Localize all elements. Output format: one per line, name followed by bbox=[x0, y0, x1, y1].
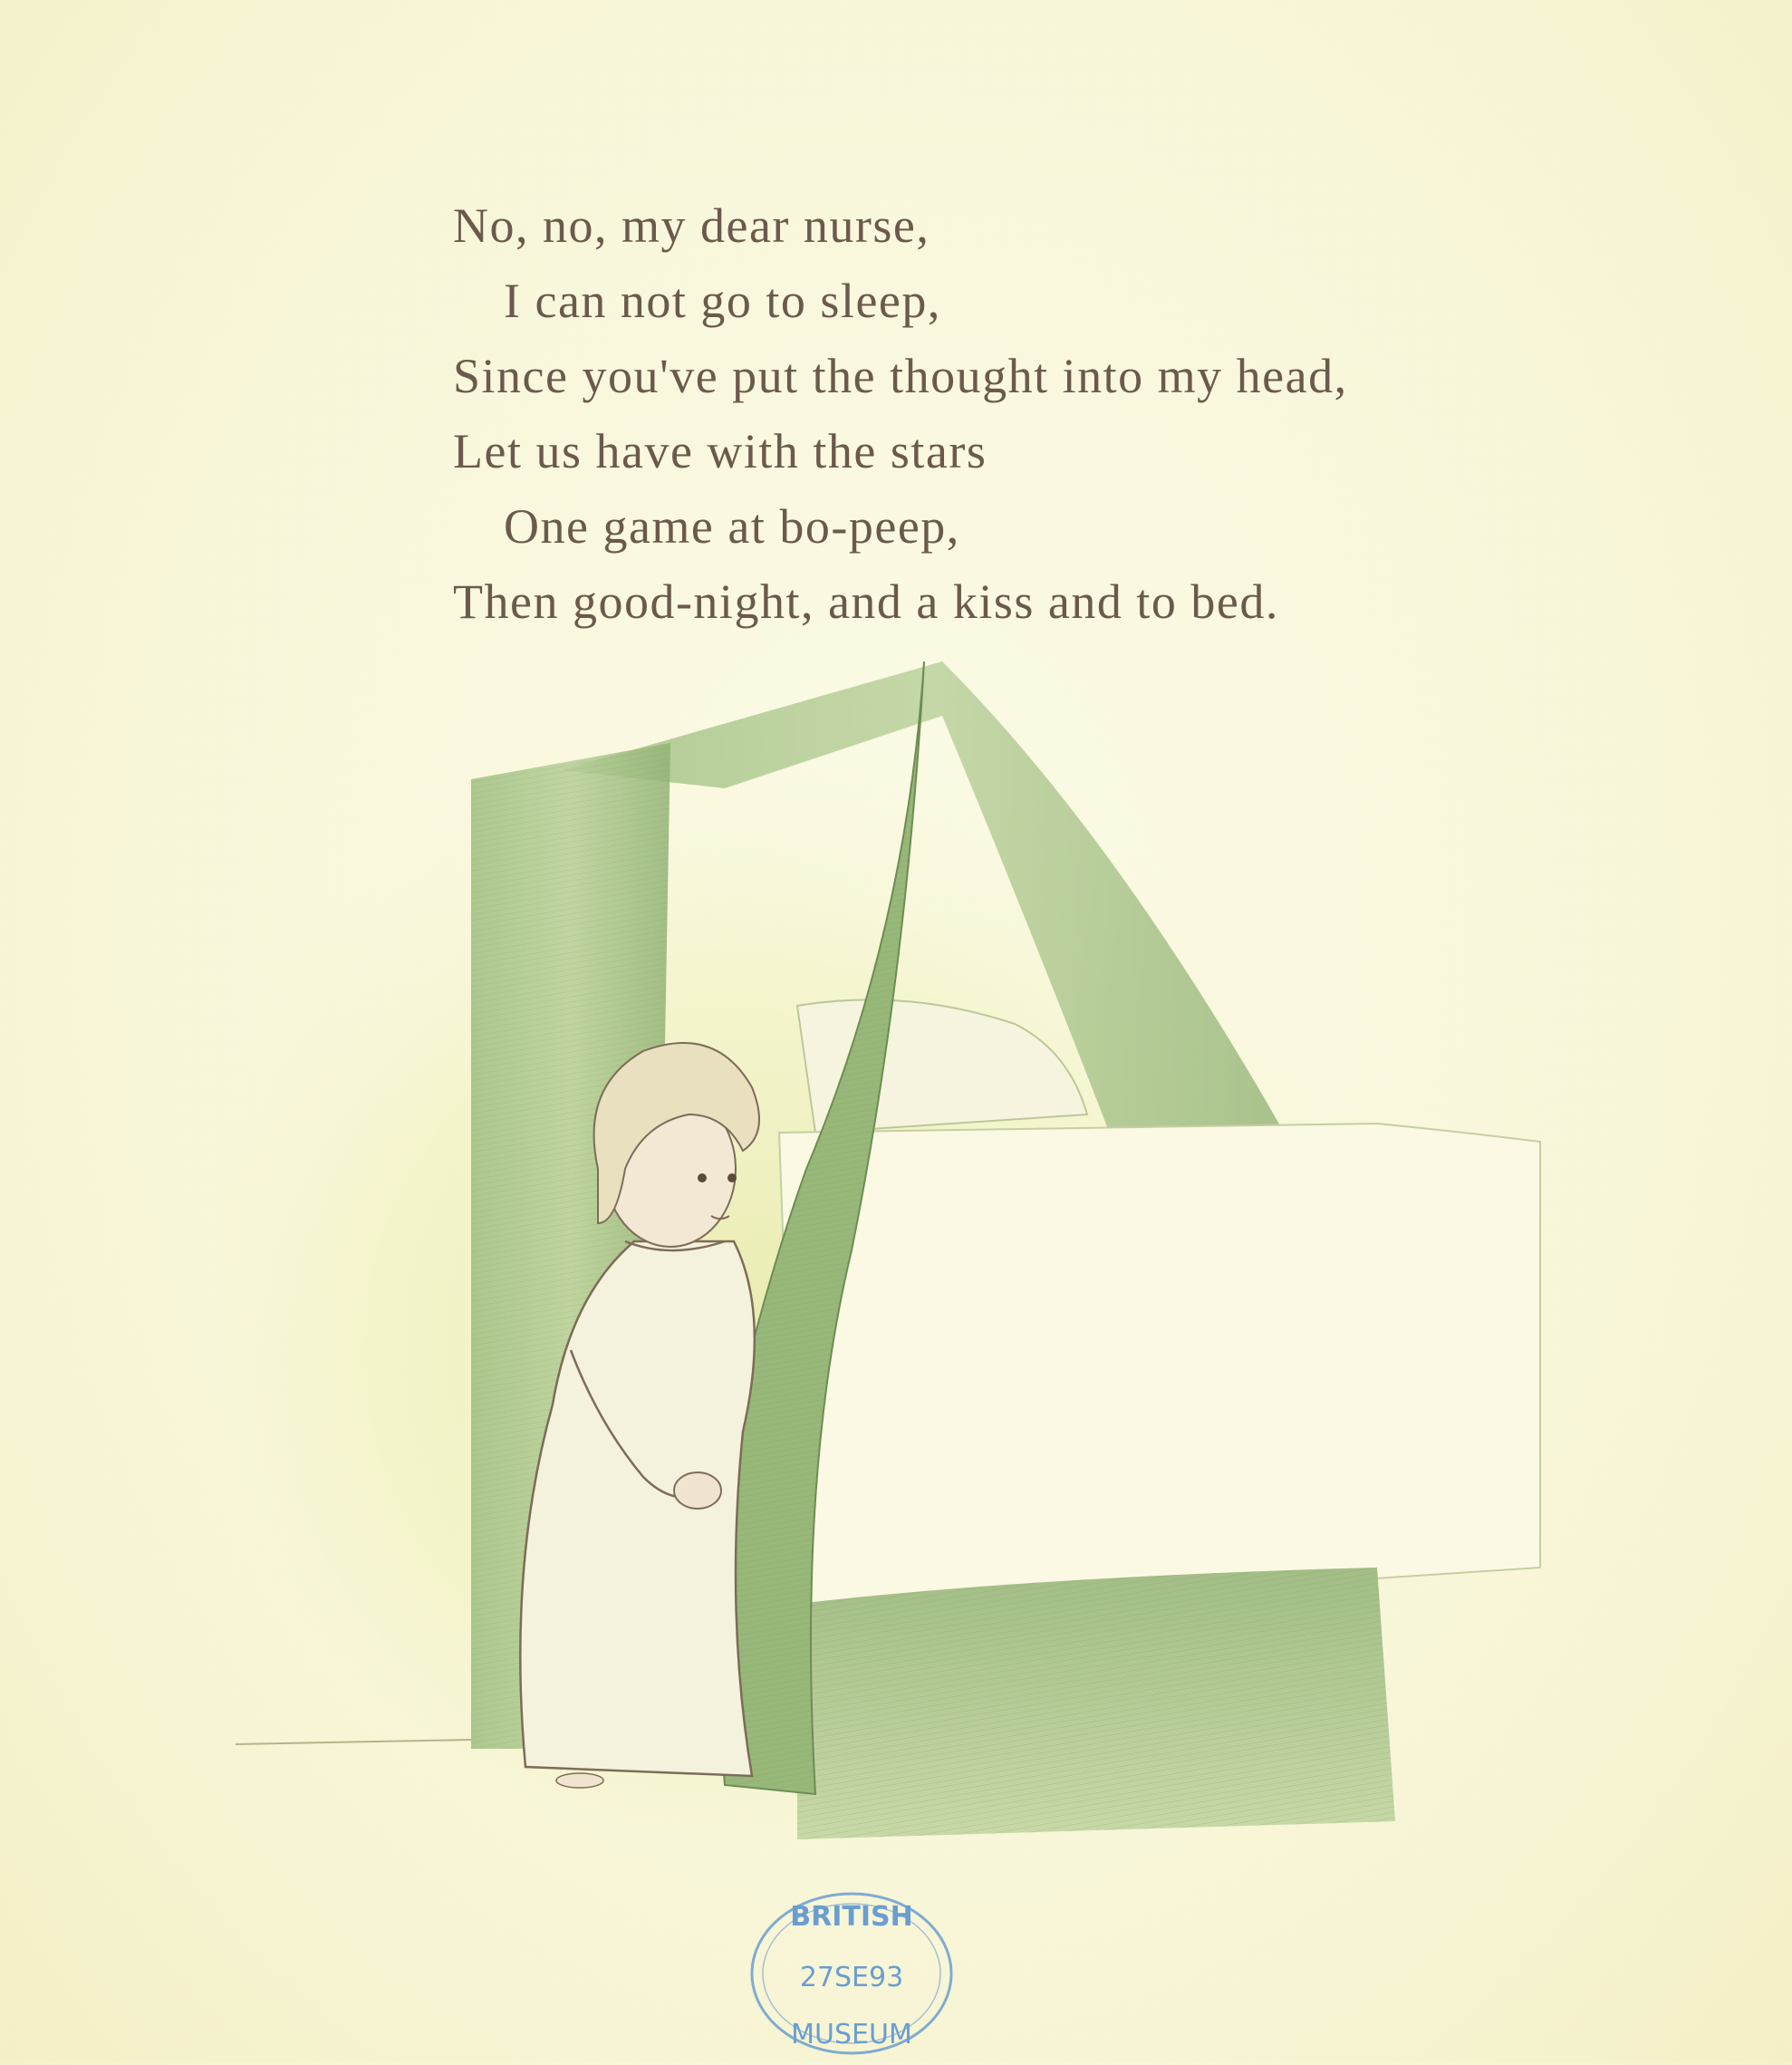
poem-line-5: One game at bo-peep, bbox=[504, 499, 960, 554]
stamp-date-text: 27SE93 bbox=[799, 1962, 904, 1993]
bedroom-illustration bbox=[217, 661, 1558, 1867]
stamp-bottom-text: MUSEUM bbox=[791, 2019, 912, 2051]
poem-line-6: Then good-night, and a kiss and to bed. bbox=[453, 574, 1279, 629]
british-museum-stamp bbox=[743, 1885, 960, 2061]
stamp-top-text: BRITISH bbox=[790, 1901, 913, 1933]
poem-line-1: No, no, my dear nurse, bbox=[453, 198, 930, 253]
poem-line-4: Let us have with the stars bbox=[453, 424, 988, 478]
poem-line-2: I can not go to sleep, bbox=[504, 274, 941, 328]
poem-line-3: Since you've put the thought into my head, bbox=[453, 349, 1348, 403]
